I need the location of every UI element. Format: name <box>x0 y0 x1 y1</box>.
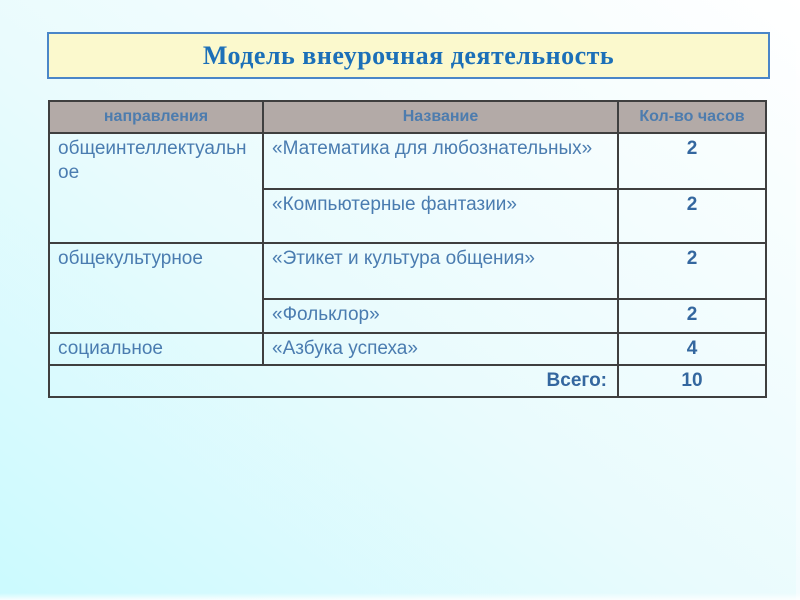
slide-bottom-edge <box>0 593 800 600</box>
cell-direction-social: социальное <box>49 333 263 365</box>
slide-title: Модель внеурочная деятельность <box>202 40 615 70</box>
header-directions: направления <box>49 101 263 133</box>
cell-hours: 2 <box>618 299 766 333</box>
cell-course-name: «Фольклор» <box>263 299 618 333</box>
title-banner <box>47 32 770 79</box>
total-value: 10 <box>618 365 766 397</box>
table-row <box>49 333 766 365</box>
cell-course-name: «Математика для любознательных» <box>263 133 618 189</box>
table-row <box>49 243 766 299</box>
cell-hours: 2 <box>618 243 766 299</box>
header-course-name: Название <box>263 101 618 133</box>
total-row <box>49 365 766 397</box>
cell-course-name: «Этикет и культура общения» <box>263 243 618 299</box>
slide-right-edge <box>796 0 800 600</box>
cell-course-name: «Азбука успеха» <box>263 333 618 365</box>
table-header-row <box>49 101 766 133</box>
cell-hours: 4 <box>618 333 766 365</box>
cell-direction-intellectual: общеинтеллектуальное <box>49 133 263 243</box>
cell-hours: 2 <box>618 189 766 243</box>
cell-hours: 2 <box>618 133 766 189</box>
table-row <box>49 133 766 189</box>
activities-table <box>48 100 767 398</box>
cell-direction-cultural: общекультурное <box>49 243 263 333</box>
total-label: Всего: <box>49 365 618 397</box>
cell-course-name: «Компьютерные фантазии» <box>263 189 618 243</box>
header-hours: Кол-во часов <box>618 101 766 133</box>
